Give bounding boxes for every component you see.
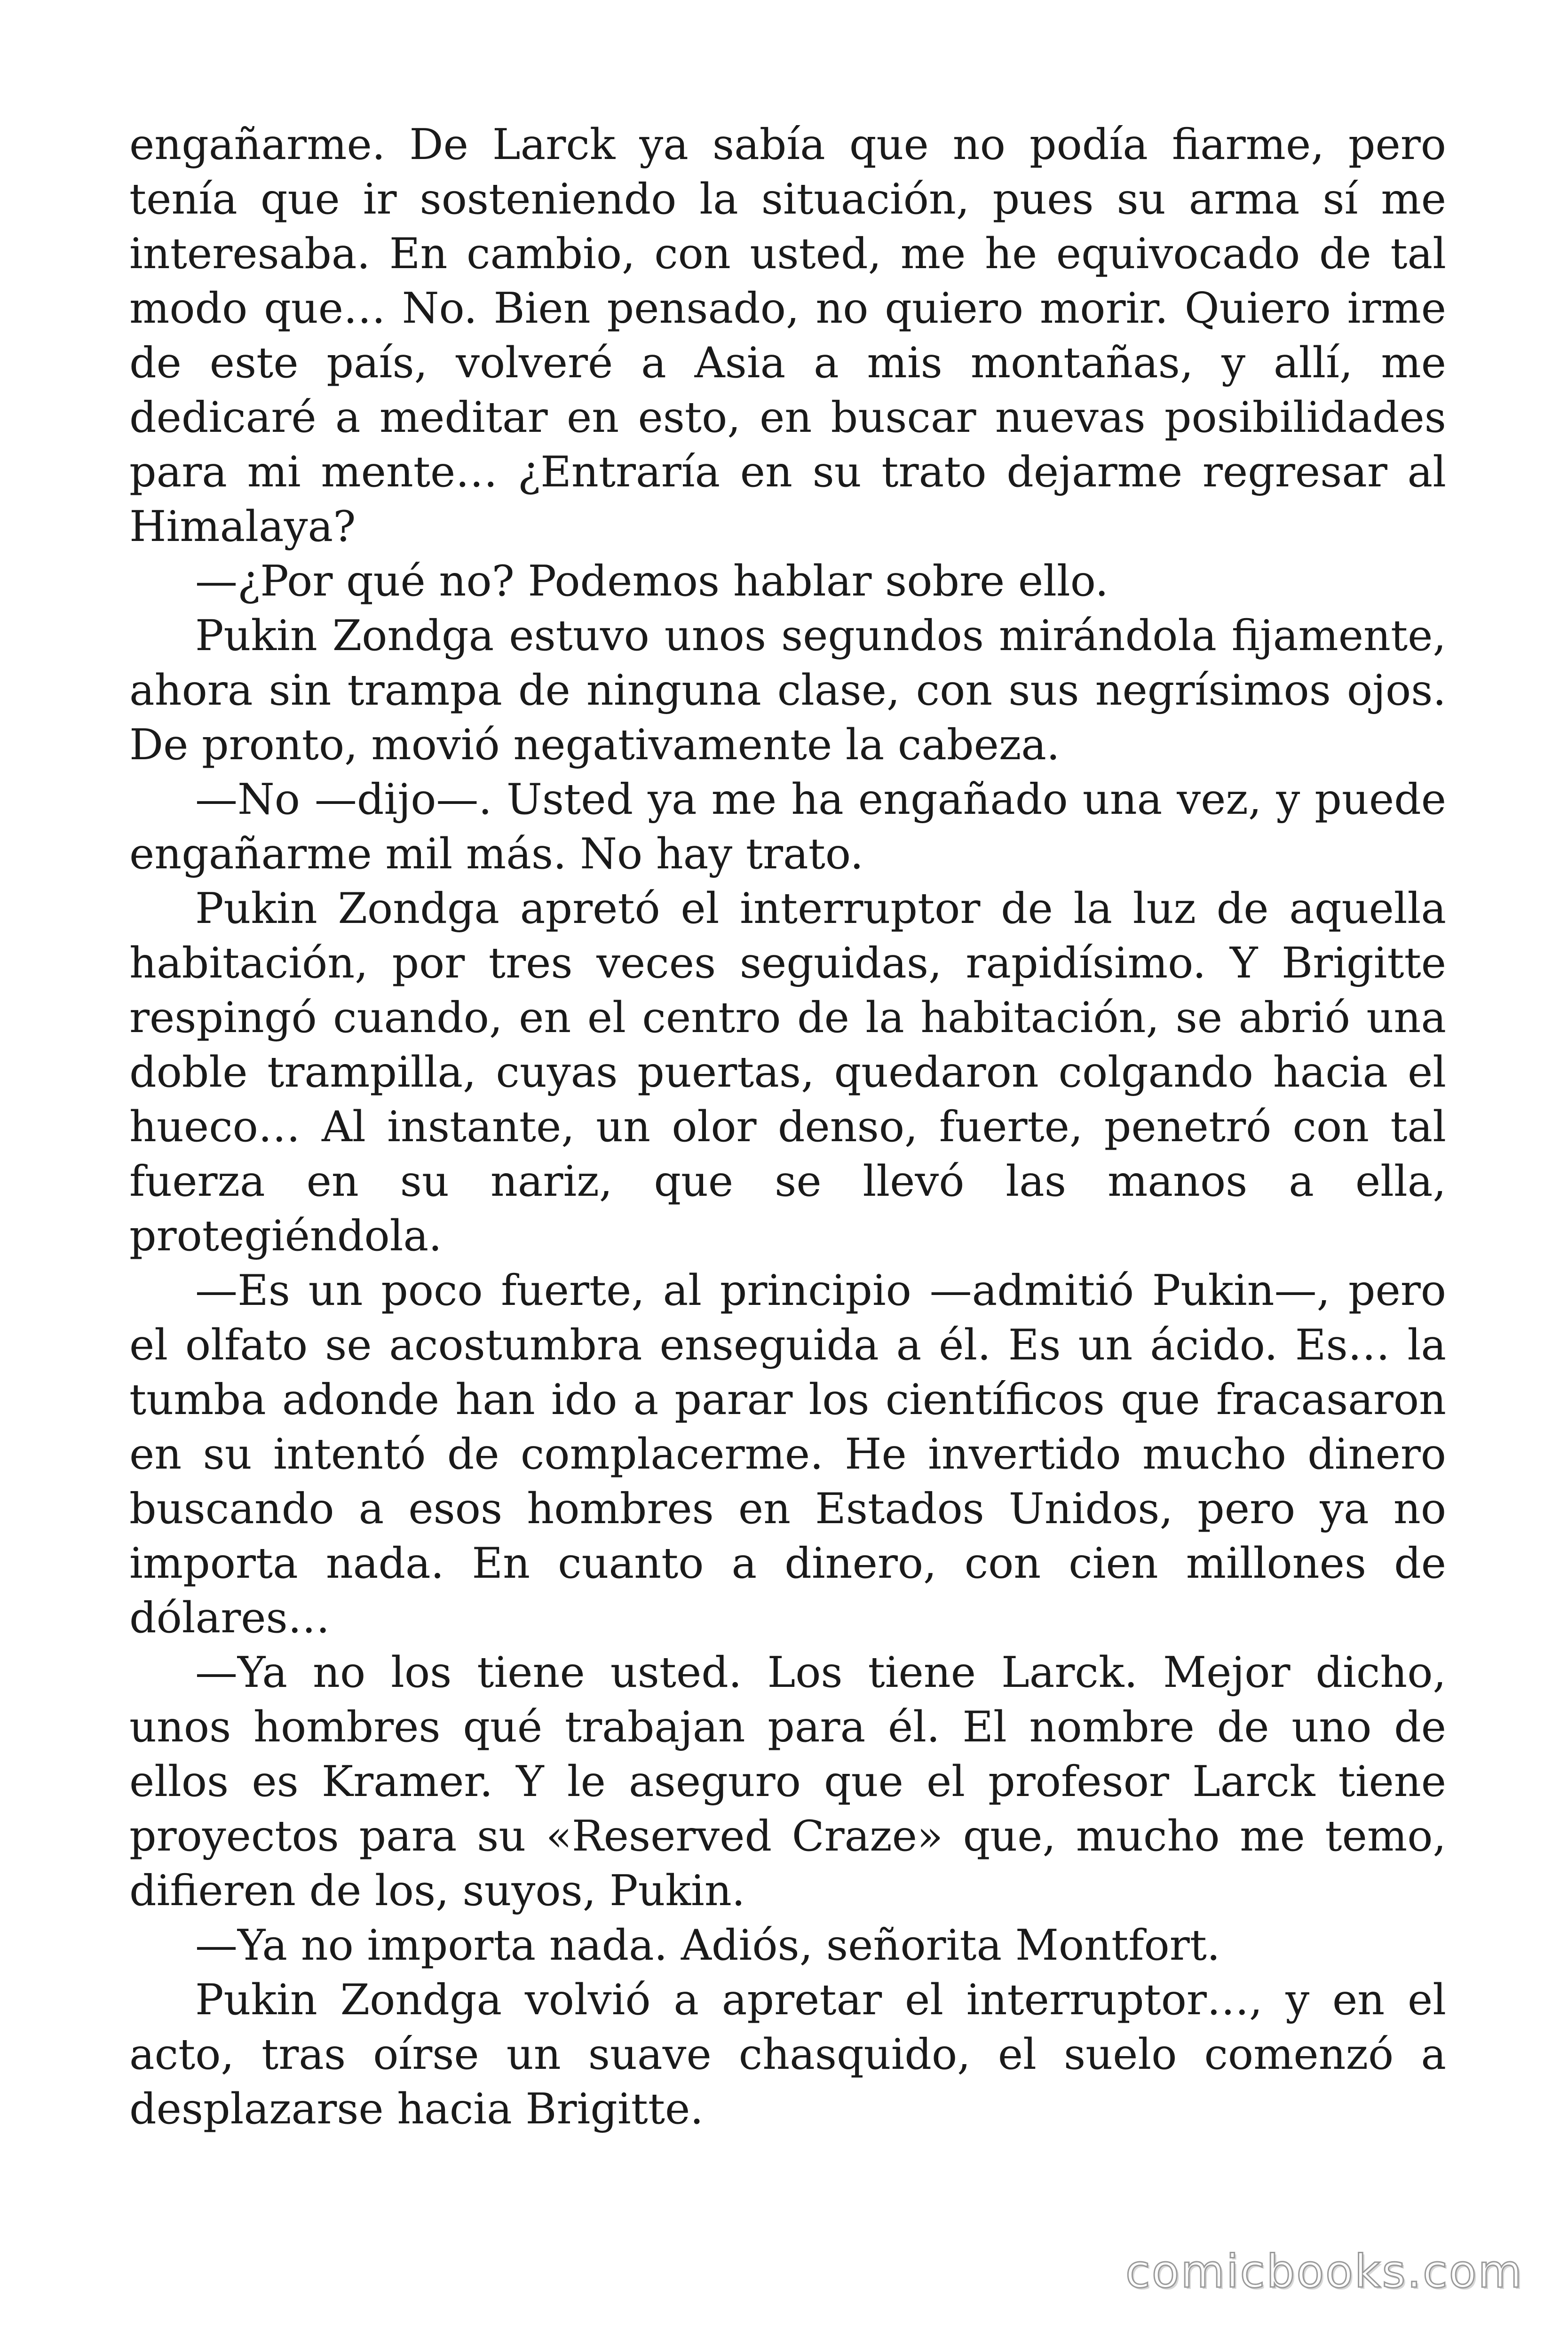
paragraph-4: —No —dijo—. Usted ya me ha engañado una vez, y puede engañarme mil más. No hay trato. <box>129 775 1446 879</box>
paragraph-2: —¿Por qué no? Podemos hablar sobre ello. <box>195 556 1109 606</box>
paragraph-6: —Es un poco fuerte, al principio —admitió Pukin—, pero el olfato se acostumbra enseguida a él. Es un ácido. Es… la tumba adonde han ido a parar los científicos que fracasaron en su intentó de complacerme. He invertido mucho dinero buscando a esos hombres en Estados Unidos, pero ya no importa nada. En cuanto a dinero, con cien millones de dólares… <box>129 1266 1446 1643</box>
paragraph-1: engañarme. De Larck ya sabía que no podía fiarme, pero tenía que ir sosteniendo la situación, pues su arma sí me interesaba. En cambio, con usted, me he equivocado de tal modo que… No. Bien pensado, no quiero morir. Quiero irme de este país, volveré a Asia a mis montañas, y allí, me dedicaré a meditar en esto, en buscar nuevas posibilidades para mi mente… ¿Entraría en su trato dejarme regresar al Himalaya? <box>129 120 1446 551</box>
paragraph-3: Pukin Zondga estuvo unos segundos mirándola fijamente, ahora sin trampa de ninguna clase, con sus negrísimos ojos. De pronto, movió negativamente la cabeza. <box>129 611 1446 770</box>
watermark: comicbooks.com <box>1125 2245 1523 2298</box>
paragraph-7: —Ya no los tiene usted. Los tiene Larck. Mejor dicho, unos hombres qué trabajan para él. El nombre de uno de ellos es Kramer. Y le aseguro que el profesor Larck tiene proyectos para su «Reserved Craze» que, mucho me temo, difieren de los, suyos, Pukin. <box>129 1648 1446 1915</box>
body-text <box>129 118 1446 2137</box>
paragraph-8: —Ya no importa nada. Adiós, señorita Montfort. <box>195 1921 1220 1970</box>
paragraph-5: Pukin Zondga apretó el interruptor de la luz de aquella habitación, por tres veces seguidas, rapidísimo. Y Brigitte respingó cuando, en el centro de la habitación, se abrió una doble trampilla, cuyas puertas, quedaron colgando hacia el hueco… Al instante, un olor denso, fuerte, penetró con tal fuerza en su nariz, que se llevó las manos a ella, protegiéndola. <box>129 884 1446 1261</box>
paragraph-9: Pukin Zondga volvió a apretar el interruptor…, y en el acto, tras oírse un suave chasquido, el suelo comenzó a desplazarse hacia Brigitte. <box>129 1975 1446 2134</box>
